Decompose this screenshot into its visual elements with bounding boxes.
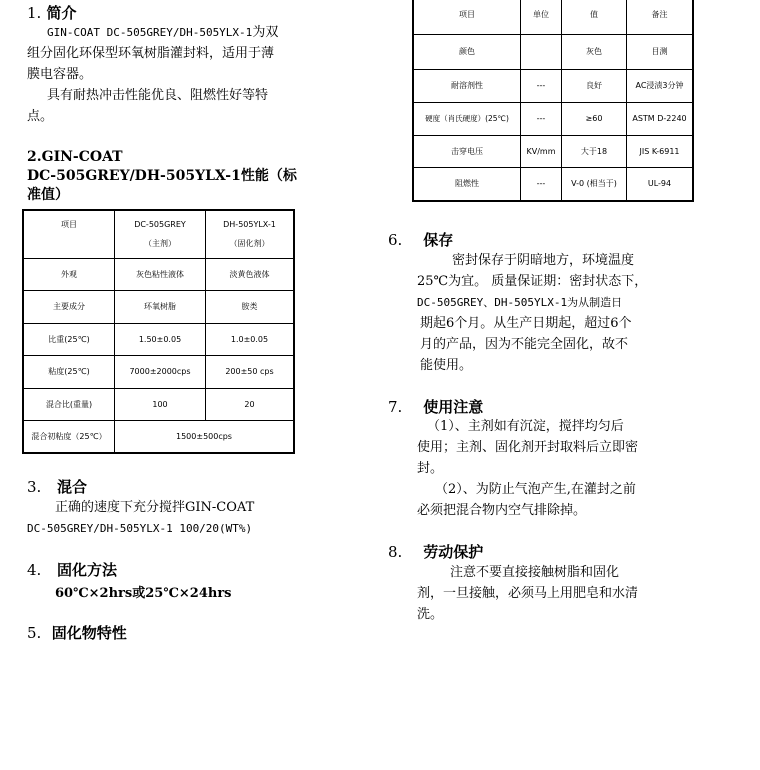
section-6-number: 6. [388, 231, 403, 249]
storage-line-6: 能使用。 [420, 358, 473, 373]
row-value-hardener: 胺类 [206, 290, 295, 323]
storage-line-4: 期起6个月。从生产日期起，超过6个 [420, 316, 632, 331]
mix-viscosity-value: 1500±500cps [115, 420, 295, 453]
table-cell: ≥60 [562, 102, 627, 135]
mixing-line-2: DC-505GREY/DH-505YLX-1 100/20(WT%) [27, 522, 253, 535]
table-cell: 硬度（肖氏硬度）(25℃) [413, 102, 521, 135]
table-cell: 良好 [562, 69, 627, 102]
table-cell: V-0 (相当于) [562, 167, 627, 201]
table-cell: --- [521, 167, 562, 201]
intro-line-2: 组分固化环保型环氧树脂灌封料，适用于薄 [27, 46, 275, 61]
intro-product-code: GIN-COAT DC-505GREY/DH-505YLX-1 [47, 26, 253, 39]
storage-line-3: DC-505GREY、DH-505YLX-1为从制造日 [417, 296, 623, 309]
section-1-body [27, 22, 297, 127]
section-2-title-line-2: DC-505GREY/DH-505YLX-1性能（标 [27, 168, 297, 184]
header-hardener [206, 210, 295, 258]
section-1-heading [27, 2, 77, 23]
section-1-number: 1. [27, 4, 42, 22]
table-row [413, 69, 693, 102]
section-2-title-line-3: 准值） [27, 187, 69, 203]
header-cell: 项目 [413, 0, 521, 34]
row-label: 比重(25℃) [23, 323, 115, 355]
table-cell: JIS K-6911 [627, 135, 694, 167]
section-2-title-line-1: 2.GIN-COAT [27, 149, 123, 165]
table-cell: --- [521, 69, 562, 102]
header-hardener-note: （固化剂） [229, 238, 270, 248]
row-value-base: 1.50±0.05 [115, 323, 206, 355]
row-label: 主要成分 [23, 290, 115, 323]
table-cell: 大于18 [562, 135, 627, 167]
table-cell [521, 34, 562, 69]
table-row [23, 420, 294, 453]
table-cell: 灰色 [562, 34, 627, 69]
section-3-title: 混合 [56, 478, 87, 496]
row-label: 粘度(25℃) [23, 355, 115, 388]
section-4-heading [27, 559, 117, 580]
section-3-number: 3. [27, 478, 42, 496]
row-label: 外观 [23, 258, 115, 290]
storage-line-5: 月的产品，因为不能完全固化，故不 [420, 337, 629, 352]
header-item: 项目 [23, 210, 115, 258]
header-cell: 值 [562, 0, 627, 34]
table-cell: KV/mm [521, 135, 562, 167]
safety-line-1: 注意不要直接接触树脂和固化 [450, 565, 620, 580]
table-cell: 颜色 [413, 34, 521, 69]
table-header-row [413, 0, 693, 34]
intro-line-4: 具有耐热冲击性能优良、阻燃性好等特 [47, 88, 269, 103]
table-row [413, 102, 693, 135]
curing-conditions: 60℃×2hrs或25℃×24hrs [55, 586, 232, 601]
row-value-hardener: 淡黄色液体 [206, 258, 295, 290]
header-hardener-name: DH-505YLX-1 [223, 219, 276, 229]
row-value-hardener: 1.0±0.05 [206, 323, 295, 355]
section-4-number: 4. [27, 561, 42, 579]
section-5-heading [27, 622, 127, 643]
section-5-number: 5. [27, 624, 42, 642]
section-6-heading [388, 229, 453, 250]
table-cell: ASTM D-2240 [627, 102, 694, 135]
section-7-body [417, 416, 667, 521]
table-row [413, 34, 693, 69]
section-8-heading [388, 541, 483, 562]
header-cell: 备注 [627, 0, 694, 34]
storage-line-1: 密封保存于阴暗地方，环境温度 [452, 253, 635, 268]
section-7-number: 7. [388, 398, 403, 416]
section-3-heading [27, 476, 87, 497]
safety-line-2: 剂，一旦接触，必须马上用肥皂和水清 [417, 586, 639, 601]
row-value-base: 灰色粘性液体 [115, 258, 206, 290]
usage-line-4: （2）、为防止气泡产生,在灌封之前 [435, 482, 636, 497]
table-cell: UL-94 [627, 167, 694, 201]
row-label: 混合比(重量) [23, 388, 115, 420]
usage-line-1: （1）、主剂如有沉淀，搅拌均匀后 [427, 419, 624, 434]
table-cell: --- [521, 102, 562, 135]
table-cell: AC浸渍3分钟 [627, 69, 694, 102]
section-6-body [417, 250, 667, 376]
usage-line-2: 使用；主剂、固化剂开封取料后立即密 [417, 440, 639, 455]
table-row [23, 388, 294, 420]
header-base-note: （主剂） [144, 238, 176, 248]
safety-line-3: 洗。 [417, 607, 444, 622]
table-row [23, 290, 294, 323]
row-value-base: 100 [115, 388, 206, 420]
section-8-title: 劳动保护 [423, 543, 484, 561]
usage-line-3: 封。 [417, 461, 444, 476]
storage-line-2: 25℃为宜。 质量保证期：密封状态下， [417, 274, 648, 289]
intro-line-3: 膜电容器。 [27, 67, 93, 82]
cured-properties-table [412, 0, 694, 202]
table-cell: 阻燃性 [413, 167, 521, 201]
section-3-body [27, 497, 254, 539]
section-7-heading [388, 396, 483, 417]
mixing-line-1: 正确的速度下充分搅拌GIN-COAT [55, 500, 255, 515]
section-7-title: 使用注意 [423, 398, 484, 416]
header-base-name: DC-505GREY [134, 219, 186, 229]
section-6-title: 保存 [423, 231, 454, 249]
table-row [23, 355, 294, 388]
table-cell: 击穿电压 [413, 135, 521, 167]
section-1-title: 简介 [46, 4, 77, 22]
section-5-title: 固化物特性 [51, 624, 127, 642]
intro-line-1-rest: 为双 [252, 25, 279, 40]
table-row [413, 135, 693, 167]
header-base [115, 210, 206, 258]
header-cell: 单位 [521, 0, 562, 34]
table-row [23, 258, 294, 290]
properties-table [22, 209, 295, 454]
usage-line-5: 必须把混合物内空气排除掉。 [417, 503, 587, 518]
row-value-base: 7000±2000cps [115, 355, 206, 388]
row-value-hardener: 200±50 cps [206, 355, 295, 388]
table-row [23, 323, 294, 355]
section-4-title: 固化方法 [56, 561, 117, 579]
section-2-heading [27, 148, 297, 205]
section-8-number: 8. [388, 543, 403, 561]
table-cell: 目测 [627, 34, 694, 69]
table-header-row [23, 210, 294, 258]
mix-viscosity-label: 混合初粘度（25℃） [23, 420, 115, 453]
row-value-hardener: 20 [206, 388, 295, 420]
section-8-body [417, 562, 667, 625]
row-value-base: 环氧树脂 [115, 290, 206, 323]
table-row [413, 167, 693, 201]
table-cell: 耐溶剂性 [413, 69, 521, 102]
intro-line-5: 点。 [27, 109, 54, 124]
